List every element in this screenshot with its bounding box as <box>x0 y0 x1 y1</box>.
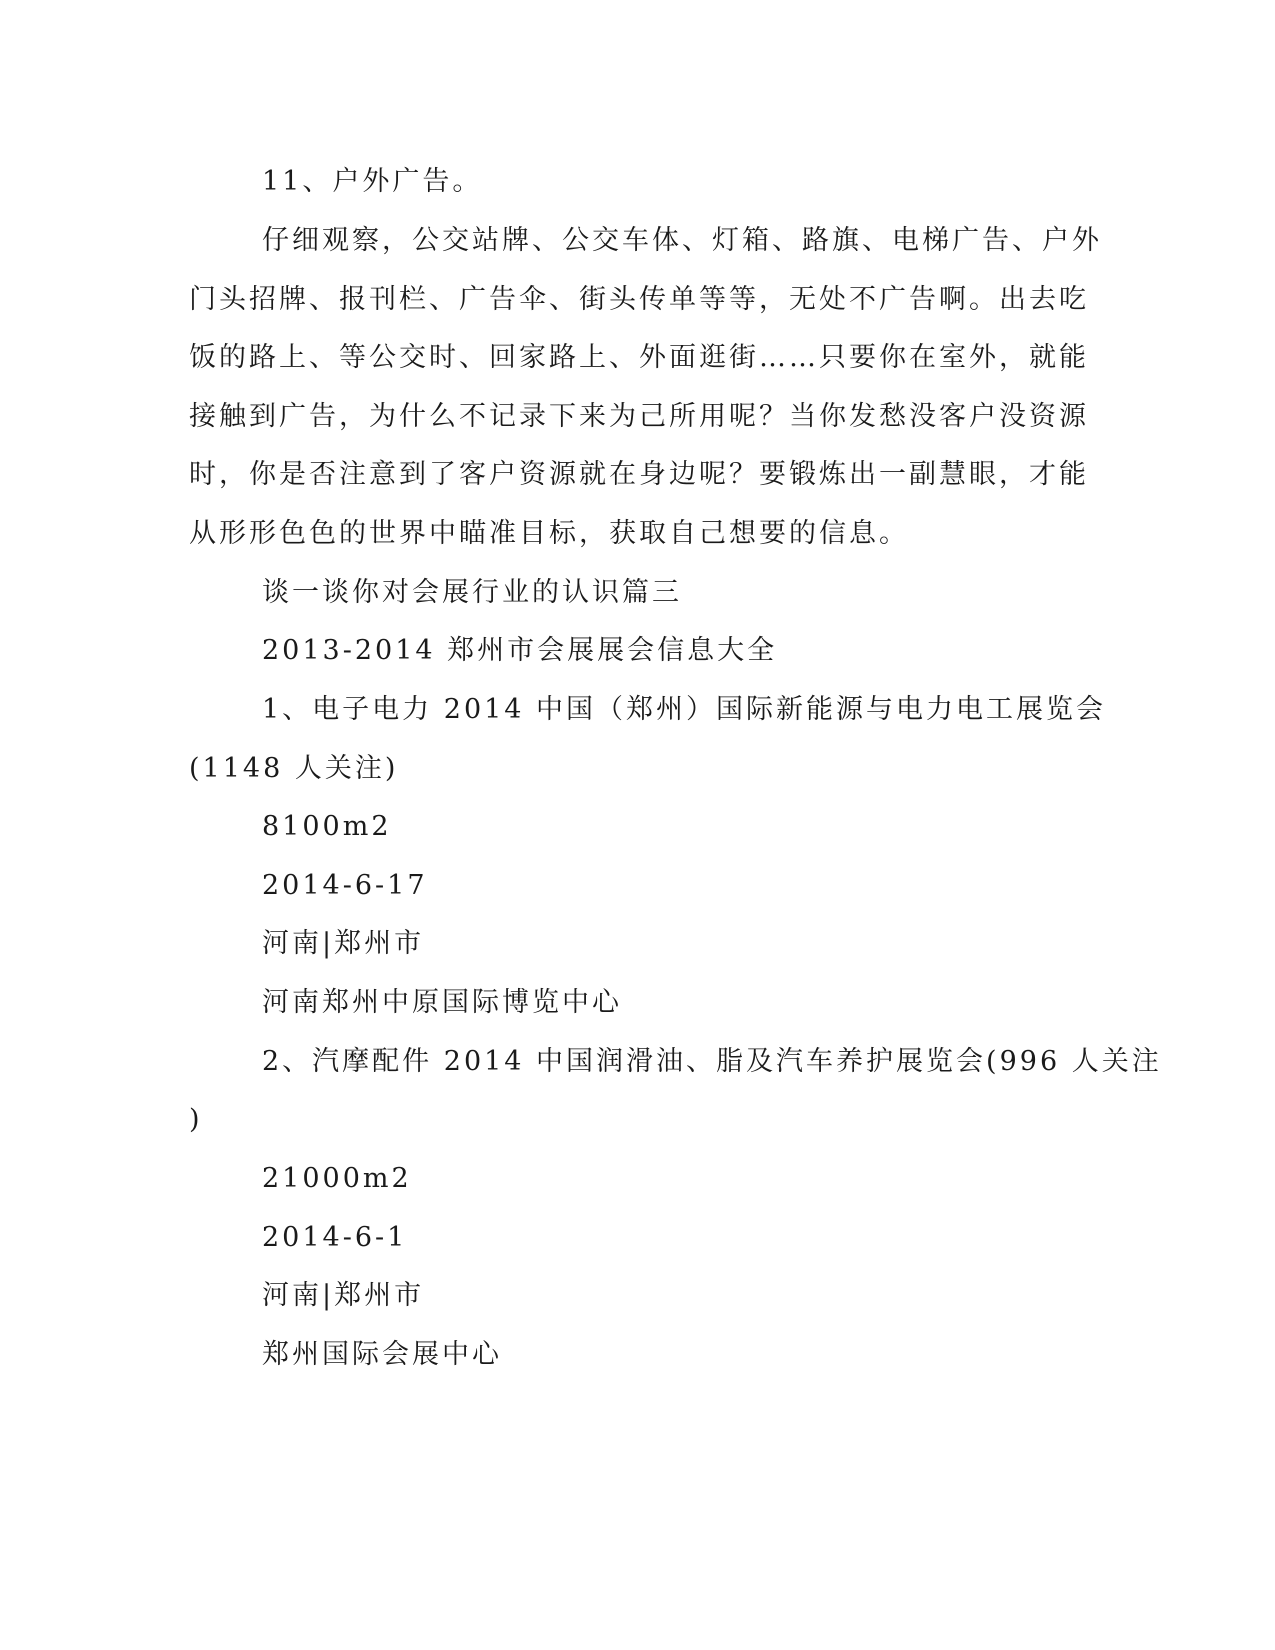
entry-title: 2、汽摩配件 2014 中国润滑油、脂及汽车养护展览会(996 人关注 <box>262 1046 1162 1077</box>
entry-date: 2014-6-17 <box>262 870 428 901</box>
list-title: 2013-2014 郑州市会展展会信息大全 <box>262 635 778 666</box>
entry-date: 2014-6-1 <box>262 1222 408 1253</box>
entry-title-continuation: (1148 人关注) <box>189 753 399 784</box>
entry-area: 21000m2 <box>262 1163 412 1194</box>
entry-area: 8100m2 <box>262 811 392 842</box>
paragraph-line: 接触到广告，为什么不记录下来为己所用呢？当你发愁没客户没资源 <box>189 401 1089 432</box>
paragraph-line: 时，你是否注意到了客户资源就在身边呢？要锻炼出一副慧眼，才能 <box>189 459 1089 490</box>
entry-region: 河南|郑州市 <box>262 1280 425 1311</box>
paragraph-line: 从形形色色的世界中瞄准目标，获取自己想要的信息。 <box>189 518 909 549</box>
paragraph-line: 仔细观察，公交站牌、公交车体、灯箱、路旗、电梯广告、户外 <box>262 225 1102 256</box>
heading-outdoor-ads: 11、户外广告。 <box>262 166 483 197</box>
entry-title-continuation: ) <box>189 1104 203 1135</box>
entry-title: 1、电子电力 2014 中国（郑州）国际新能源与电力电工展览会 <box>262 694 1107 725</box>
entry-region: 河南|郑州市 <box>262 928 425 959</box>
section-title: 谈一谈你对会展行业的认识篇三 <box>262 577 682 608</box>
paragraph-line: 门头招牌、报刊栏、广告伞、街头传单等等，无处不广告啊。出去吃 <box>189 284 1089 315</box>
paragraph-line: 饭的路上、等公交时、回家路上、外面逛街……只要你在室外，就能 <box>189 342 1089 373</box>
entry-venue: 河南郑州中原国际博览中心 <box>262 987 622 1018</box>
entry-venue: 郑州国际会展中心 <box>262 1339 502 1370</box>
